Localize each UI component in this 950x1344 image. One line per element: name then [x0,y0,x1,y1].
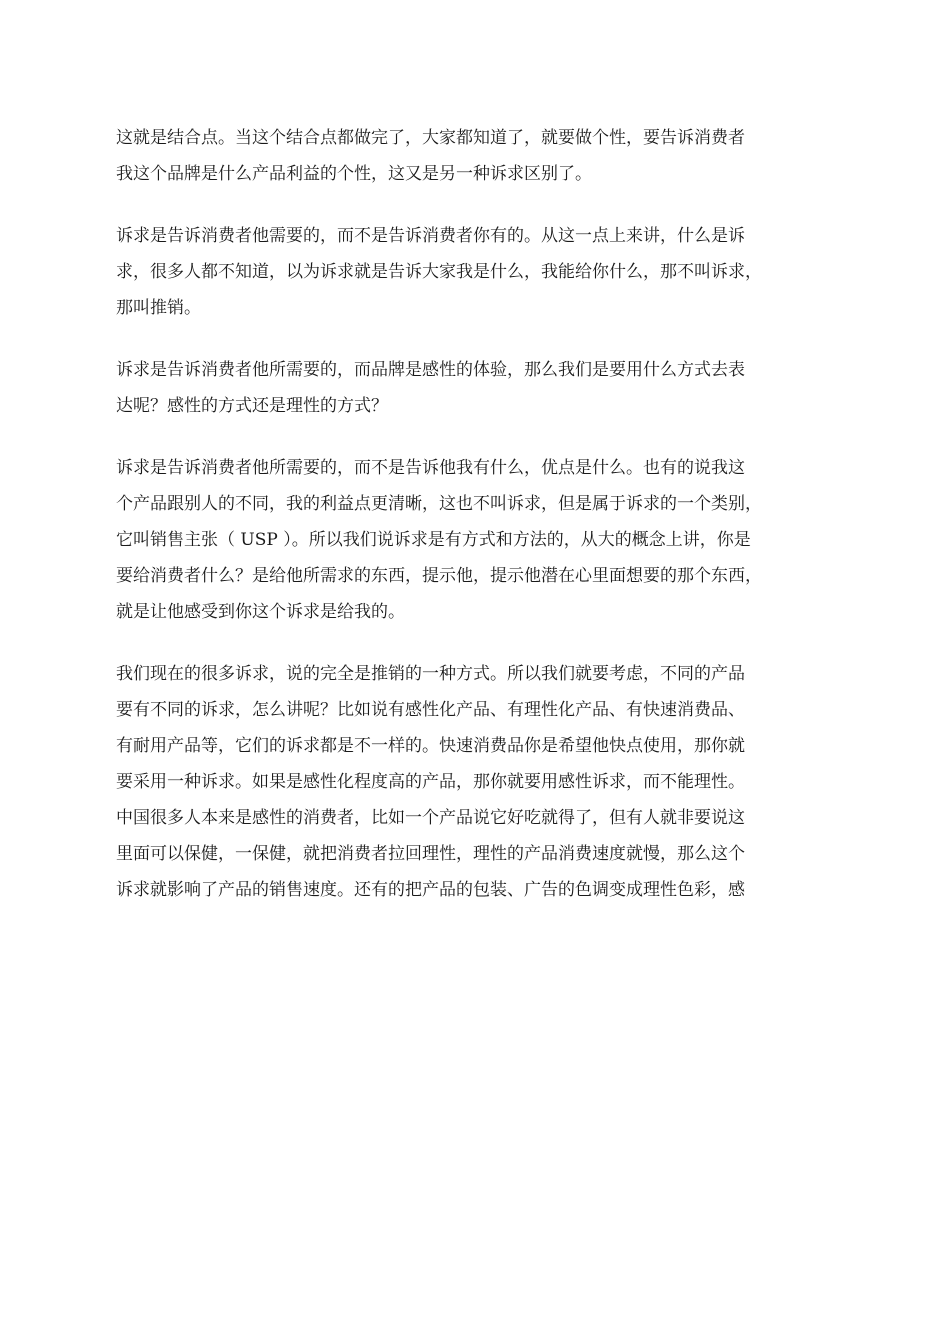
text-line: 有耐用产品等，它们的诉求都是不一样的。快速消费品你是希望他快点使用，那你就 [116,736,745,756]
text-line: 达呢？感性的方式还是理性的方式？ [116,396,388,416]
text-line: 个产品跟别人的不同，我的利益点更清晰，这也不叫诉求，但是属于诉求的一个类别， [116,494,762,514]
text-line: 诉求是告诉消费者他需要的，而不是告诉消费者你有的。从这一点上来讲，什么是诉 [116,226,745,246]
text-line: 那叫推销。 [116,298,201,318]
text-line: 诉求就影响了产品的销售速度。还有的把产品的包装、广告的色调变成理性色彩，感 [116,880,745,900]
text-line: 求，很多人都不知道，以为诉求就是告诉大家我是什么，我能给你什么，那不叫诉求， [116,262,762,282]
paragraph-4 [116,450,832,630]
text-line: 它叫销售主张（ USP ）。所以我们说诉求是有方式和方法的，从大的概念上讲，你是 [116,530,751,550]
text-line: 诉求是告诉消费者他所需要的，而不是告诉他我有什么，优点是什么。也有的说我这 [116,458,745,478]
text-line: 要有不同的诉求，怎么讲呢？比如说有感性化产品、有理性化产品、有快速消费品、 [116,700,745,720]
text-line: 我们现在的很多诉求，说的完全是推销的一种方式。所以我们就要考虑，不同的产品 [116,664,745,684]
text-line: 要给消费者什么？是给他所需求的东西，提示他，提示他潜在心里面想要的那个东西， [116,566,762,586]
paragraph-1 [116,120,832,192]
text-line: 就是让他感受到你这个诉求是给我的。 [116,602,405,622]
paragraph-2 [116,218,832,326]
text-line: 中国很多人本来是感性的消费者，比如一个产品说它好吃就得了，但有人就非要说这 [116,808,745,828]
text-line: 诉求是告诉消费者他所需要的，而品牌是感性的体验，那么我们是要用什么方式去表 [116,360,745,380]
paragraph-5 [116,656,832,908]
text-line: 这就是结合点。当这个结合点都做完了，大家都知道了，就要做个性，要告诉消费者 [116,128,745,148]
paragraph-3 [116,352,832,424]
text-line: 要采用一种诉求。如果是感性化程度高的产品，那你就要用感性诉求，而不能理性。 [116,772,745,792]
document-body [116,120,832,908]
text-line: 里面可以保健，一保健，就把消费者拉回理性，理性的产品消费速度就慢，那么这个 [116,844,745,864]
text-line: 我这个品牌是什么产品利益的个性，这又是另一种诉求区别了。 [116,164,592,184]
